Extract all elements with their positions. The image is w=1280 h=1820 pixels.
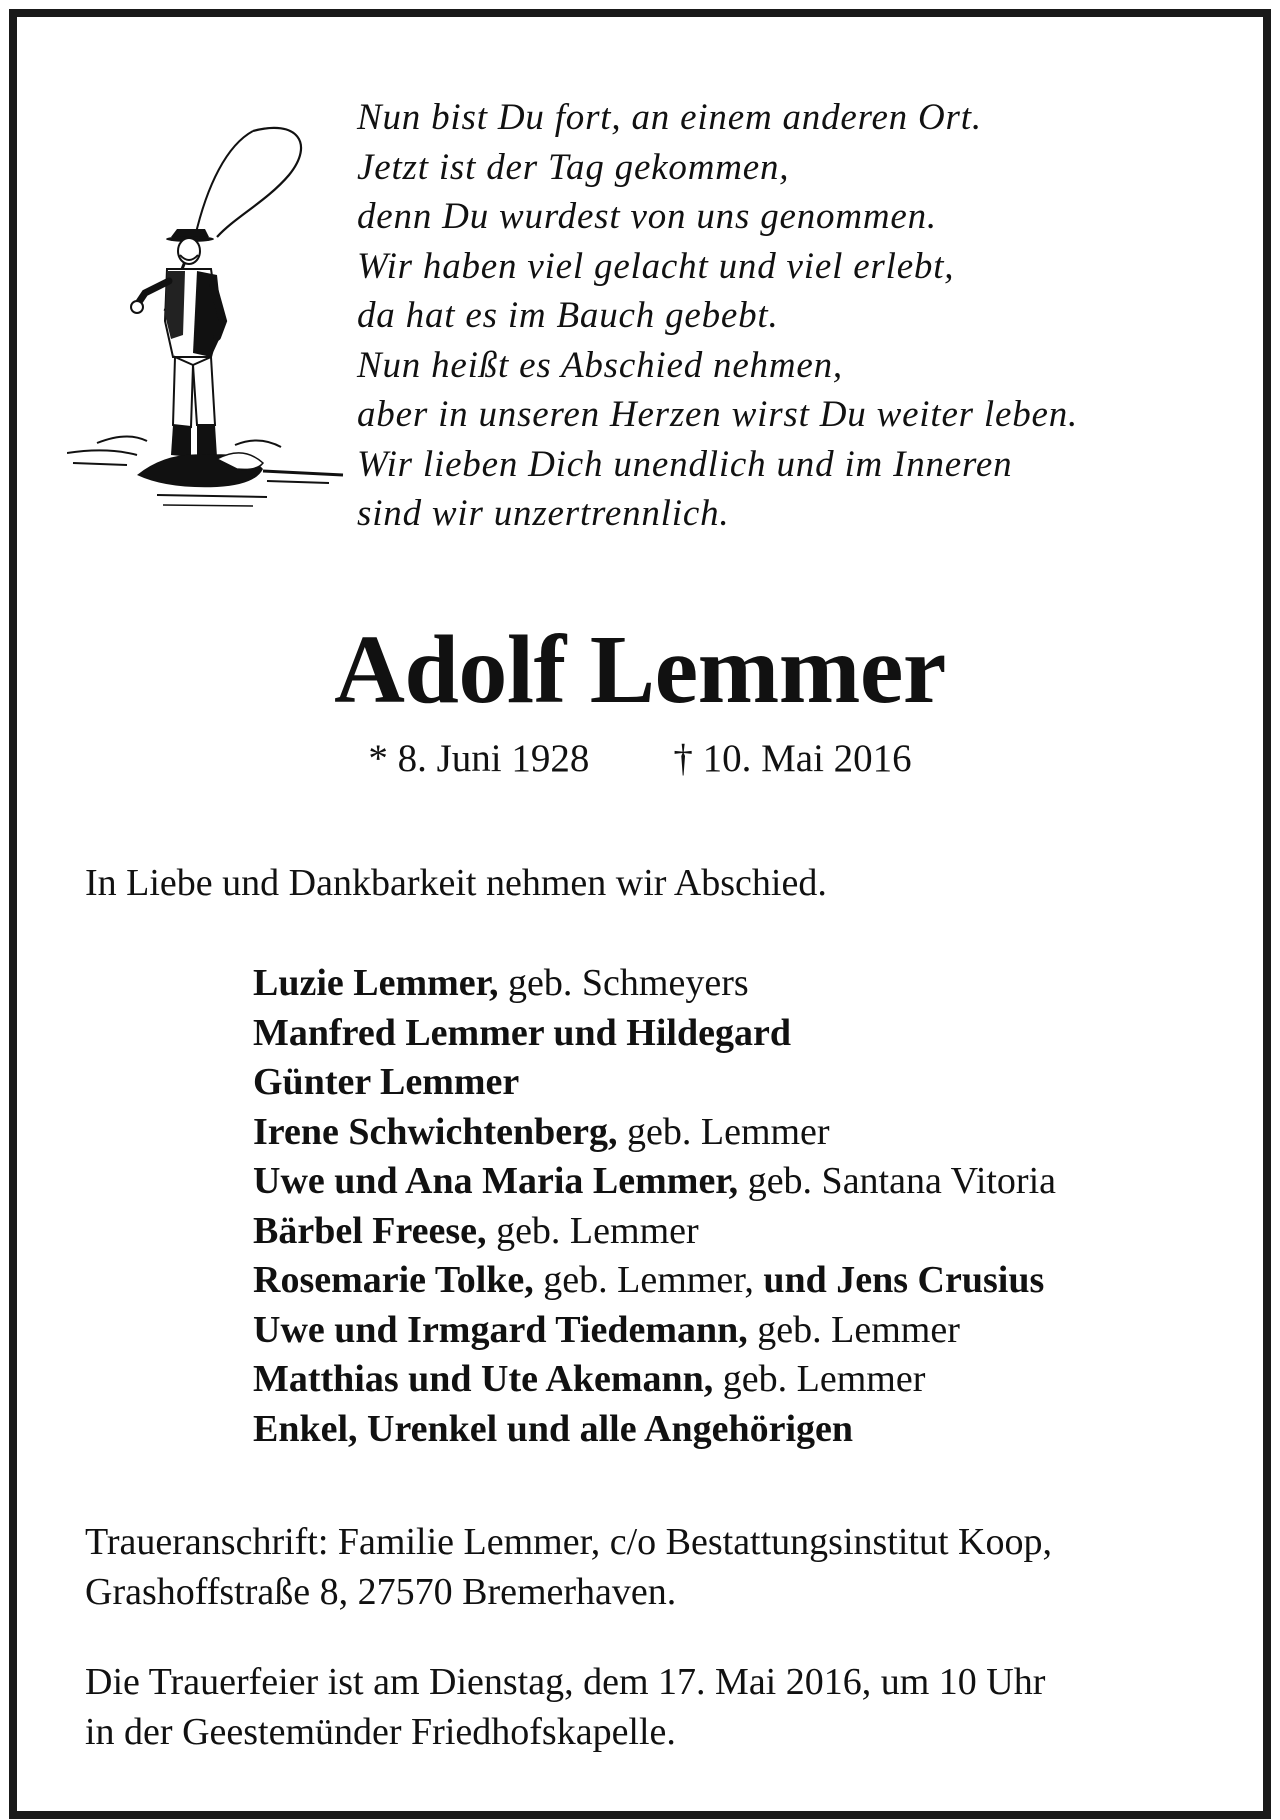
list-item bbox=[253, 959, 1056, 1009]
address-line: Grashoffstraße 8, 27570 Bremerhaven. bbox=[85, 1571, 677, 1613]
mourner-name: Günter Lemmer bbox=[253, 1061, 520, 1103]
poem-line: da hat es im Bauch gebebt. bbox=[357, 295, 779, 336]
poem-line: aber in unseren Herzen wirst Du weiter leben. bbox=[357, 394, 1079, 435]
list-item bbox=[253, 1157, 1056, 1207]
poem-line: Wir lieben Dich unendlich und im Inneren bbox=[357, 443, 1013, 485]
address-line: Traueranschrift: Familie Lemmer, c/o Bestattungsinstitut Koop, bbox=[85, 1521, 1052, 1563]
poem-line: Nun bist Du fort, an einem anderen Ort. bbox=[357, 97, 982, 138]
mourner-name: Manfred Lemmer und Hildegard bbox=[253, 1011, 791, 1054]
mourning-address bbox=[85, 1517, 1052, 1617]
mourner-note: geb. Schmeyers bbox=[498, 962, 749, 1004]
birth-date: * 8. Juni 1928 bbox=[368, 737, 590, 780]
mourner-partner: und Jens Crusius bbox=[763, 1259, 1045, 1301]
mourner-name: Uwe und Irmgard Tiedemann, bbox=[253, 1308, 748, 1351]
mourner-note: geb. Lemmer bbox=[713, 1358, 926, 1400]
deceased-name: Adolf Lemmer bbox=[334, 616, 946, 724]
list-item bbox=[253, 1405, 1056, 1455]
mourner-name: Matthias und Ute Akemann, bbox=[253, 1358, 714, 1400]
mourner-name: Luzie Lemmer, bbox=[253, 962, 499, 1004]
life-dates bbox=[17, 735, 1263, 783]
list-item bbox=[253, 1306, 1056, 1356]
poem bbox=[357, 93, 1237, 539]
mourner-name: Bärbel Freese, bbox=[253, 1209, 487, 1252]
poem-line: Jetzt ist der Tag gekommen, bbox=[357, 146, 790, 188]
list-item bbox=[253, 1207, 1056, 1257]
list-item bbox=[253, 1355, 1056, 1405]
mourner-name: Enkel, Urenkel und alle Angehörigen bbox=[253, 1407, 854, 1450]
mourner-name: Uwe und Ana Maria Lemmer, bbox=[253, 1160, 739, 1202]
fly-fisherman-icon bbox=[67, 125, 347, 513]
mourners-list bbox=[253, 959, 1056, 1454]
poem-line: Nun heißt es Abschied nehmen, bbox=[357, 344, 843, 386]
poem-line: sind wir unzertrennlich. bbox=[357, 493, 730, 534]
service-line: in der Geestemünder Friedhofskapelle. bbox=[85, 1711, 676, 1753]
obituary-frame bbox=[9, 9, 1271, 1819]
mourner-note: geb. Lemmer, bbox=[533, 1259, 764, 1301]
service-line: Die Trauerfeier ist am Dienstag, dem 17. Mai 2016, um 10 Uhr bbox=[85, 1661, 1046, 1703]
mourner-note: geb. Lemmer bbox=[747, 1308, 960, 1351]
mourner-note: geb. Lemmer bbox=[486, 1209, 699, 1252]
list-item bbox=[253, 1108, 1056, 1158]
poem-line: Wir haben viel gelacht und viel erlebt, bbox=[357, 245, 955, 287]
mourner-note: geb. Santana Vitoria bbox=[738, 1160, 1057, 1202]
mourner-note: geb. Lemmer bbox=[617, 1110, 830, 1153]
death-date: † 10. Mai 2016 bbox=[673, 737, 912, 780]
farewell-line: In Liebe und Dankbarkeit nehmen wir Abschied. bbox=[85, 862, 827, 904]
mourner-name: Rosemarie Tolke, bbox=[253, 1259, 534, 1301]
list-item bbox=[253, 1009, 1056, 1059]
funeral-service-info bbox=[85, 1657, 1045, 1757]
poem-line: denn Du wurdest von uns genommen. bbox=[357, 196, 937, 237]
list-item bbox=[253, 1058, 1056, 1108]
list-item bbox=[253, 1256, 1056, 1306]
mourner-name: Irene Schwichtenberg, bbox=[253, 1110, 618, 1153]
